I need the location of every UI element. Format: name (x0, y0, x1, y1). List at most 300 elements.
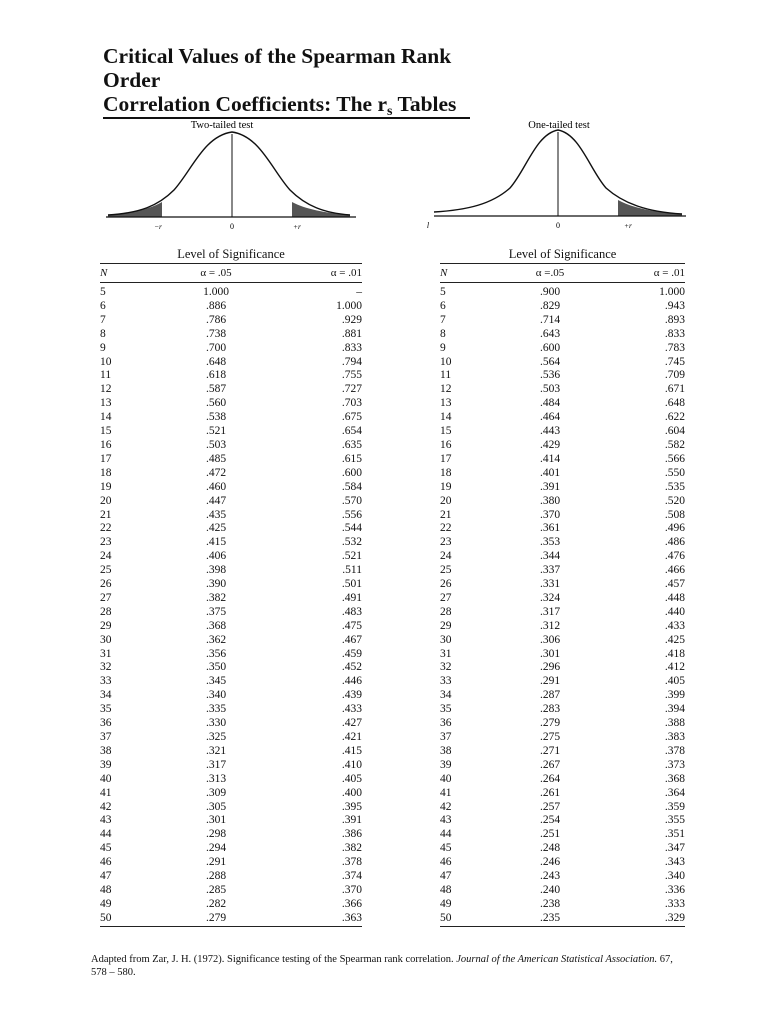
row-alpha-01: 1.000 (336, 299, 362, 312)
table-row (100, 689, 362, 703)
row-alpha-05: .447 (205, 494, 227, 507)
row-alpha-05: .240 (539, 883, 561, 896)
row-alpha-05: .330 (205, 717, 227, 730)
table-row (100, 550, 362, 564)
row-alpha-05: .331 (539, 578, 561, 591)
row-n: 31 (440, 647, 452, 660)
table-row (100, 536, 362, 550)
row-alpha-01: .363 (262, 912, 362, 926)
table-row (440, 745, 685, 759)
row-alpha-05: .415 (205, 536, 227, 549)
row-alpha-01: .582 (664, 438, 685, 451)
row-alpha-01: .439 (341, 689, 362, 702)
table-header-row (100, 264, 362, 283)
neg-crit-label: −r (154, 222, 162, 231)
row-alpha-05: .296 (539, 661, 561, 674)
row-alpha-01: .755 (341, 369, 362, 382)
row-alpha-01: .648 (664, 397, 685, 410)
row-alpha-05: .321 (205, 744, 227, 757)
row-n: 9 (440, 341, 446, 354)
row-n: 30 (100, 633, 112, 646)
table-row (100, 578, 362, 592)
row-alpha-05: .564 (539, 355, 561, 368)
row-alpha-01: .421 (341, 731, 362, 743)
row-n: 32 (440, 661, 452, 674)
row-alpha-05: .362 (205, 633, 227, 646)
row-alpha-01: .654 (341, 425, 362, 438)
row-alpha-01: .386 (341, 828, 362, 841)
row-alpha-01: .425 (664, 633, 685, 646)
row-alpha-05: .283 (539, 703, 561, 716)
row-alpha-05: .246 (539, 856, 561, 869)
table-row (100, 842, 362, 856)
row-alpha-01: .368 (664, 772, 685, 785)
table-row (100, 912, 362, 926)
row-n: 16 (440, 438, 452, 451)
table-row (100, 745, 362, 759)
row-n: 19 (440, 480, 452, 493)
row-alpha-01: .410 (341, 758, 362, 771)
row-alpha-05: .344 (539, 550, 561, 563)
row-alpha-01: .391 (341, 814, 362, 827)
row-alpha-01: – (356, 286, 362, 298)
table-row (100, 369, 362, 383)
row-n: 12 (440, 383, 452, 396)
row-n: 23 (440, 536, 452, 549)
critical-values-table-two-tailed (100, 263, 362, 927)
row-n: 40 (100, 772, 112, 785)
row-alpha-05: .287 (539, 689, 561, 702)
table-row (440, 912, 685, 926)
row-n: 30 (440, 633, 452, 646)
table-row (440, 397, 685, 411)
one-tailed-curve-figure (418, 112, 690, 234)
row-n: 15 (100, 425, 112, 438)
row-n: 46 (440, 856, 452, 869)
row-alpha-05: .324 (539, 591, 561, 604)
row-alpha-01: .440 (664, 605, 685, 618)
row-n: 45 (440, 842, 452, 855)
row-alpha-01: .415 (341, 744, 362, 757)
row-alpha-05: .305 (205, 800, 227, 813)
table-row (100, 509, 362, 523)
table-row (440, 870, 685, 884)
row-alpha-01: .405 (341, 772, 362, 785)
table-row (440, 550, 685, 564)
row-n: 25 (440, 564, 452, 577)
table-row (440, 328, 685, 342)
row-n: 5 (440, 286, 446, 298)
row-alpha-05: .313 (205, 772, 227, 785)
row-alpha-01: .405 (664, 675, 685, 688)
row-n: 21 (440, 508, 452, 521)
table-row (440, 467, 685, 481)
row-alpha-05: .264 (539, 772, 561, 785)
row-alpha-05: .485 (205, 452, 227, 465)
table-body-right (440, 283, 685, 927)
row-alpha-05: .390 (205, 578, 227, 591)
row-alpha-01: .476 (664, 550, 685, 563)
two-tailed-zero-label: 0 (230, 222, 234, 231)
table-row (440, 314, 685, 328)
table-row (100, 717, 362, 731)
row-alpha-01: .521 (341, 550, 362, 563)
table-row (100, 606, 362, 620)
row-n: 27 (100, 591, 112, 604)
row-alpha-05: .238 (539, 897, 561, 910)
table-row (100, 314, 362, 328)
row-n: 10 (100, 355, 112, 368)
table-row (100, 773, 362, 787)
row-alpha-01: .395 (341, 800, 362, 813)
row-alpha-01: .556 (341, 508, 362, 521)
table-row (100, 356, 362, 370)
pos-crit-label-right: +r (624, 221, 632, 230)
row-n: 40 (440, 772, 452, 785)
one-tailed-table (440, 245, 685, 927)
row-alpha-01: .491 (341, 591, 362, 604)
row-n: 15 (440, 425, 452, 438)
row-n: 35 (440, 703, 452, 716)
row-n: 18 (100, 466, 112, 479)
row-alpha-05: .312 (539, 619, 561, 632)
row-alpha-05: .406 (205, 550, 227, 563)
row-alpha-05: .254 (539, 814, 561, 827)
table-row (440, 453, 685, 467)
row-n: 8 (100, 327, 106, 340)
table-row (100, 439, 362, 453)
row-n: 50 (100, 912, 160, 926)
row-alpha-01: .466 (664, 564, 685, 577)
one-tailed-zero-label: 0 (556, 221, 560, 230)
row-alpha-05: .340 (205, 689, 227, 702)
table-row (100, 703, 362, 717)
table-row (440, 842, 685, 856)
two-tailed-label: Two-tailed test (190, 120, 254, 131)
table-row (100, 870, 362, 884)
row-alpha-01: .457 (664, 578, 685, 591)
table-row (440, 578, 685, 592)
row-alpha-01: .475 (341, 619, 362, 632)
row-alpha-05: .335 (205, 703, 227, 716)
row-n: 47 (440, 870, 452, 883)
row-alpha-01: .333 (664, 897, 685, 910)
row-alpha-01: .794 (341, 355, 362, 368)
row-alpha-05: .345 (205, 675, 227, 688)
row-n: 48 (100, 883, 112, 896)
table-row (440, 717, 685, 731)
row-alpha-05: .353 (539, 536, 561, 549)
row-n: 11 (440, 369, 452, 382)
level-of-significance-label: Level of Significance (508, 247, 617, 261)
table-row (440, 439, 685, 453)
row-alpha-01: .615 (341, 452, 362, 465)
table-row (440, 425, 685, 439)
table-row (440, 703, 685, 717)
row-alpha-05: .271 (539, 744, 561, 757)
table-row (440, 634, 685, 648)
table-row (440, 356, 685, 370)
row-alpha-01: .467 (341, 633, 362, 646)
row-alpha-05: .600 (539, 341, 561, 354)
table-row (440, 481, 685, 495)
row-alpha-01: .433 (664, 619, 685, 632)
row-n: 47 (100, 870, 112, 883)
row-n: 34 (440, 689, 452, 702)
row-n: 12 (100, 383, 112, 396)
two-tailed-curve-figure (100, 112, 380, 234)
citation-journal: Journal of the American Statistical Association. (456, 954, 658, 965)
table-row (440, 828, 685, 842)
row-n: 50 (440, 912, 500, 926)
row-alpha-05: .285 (205, 883, 227, 896)
row-n: 26 (440, 578, 452, 591)
table-row (440, 773, 685, 787)
row-alpha-05: .538 (205, 411, 227, 424)
table-row (440, 383, 685, 397)
left-axis-mark: l (426, 221, 430, 230)
row-alpha-01: .745 (664, 355, 685, 368)
row-alpha-05: .301 (539, 647, 561, 660)
row-alpha-01: .486 (664, 536, 685, 549)
row-alpha-01: .671 (664, 383, 685, 396)
row-alpha-05: .288 (205, 870, 227, 883)
row-alpha-01: .418 (664, 647, 685, 660)
row-alpha-05: .738 (205, 327, 227, 340)
row-alpha-01: .566 (664, 452, 685, 465)
row-alpha-05: .298 (205, 828, 227, 841)
row-alpha-01: .433 (341, 703, 362, 716)
table-row (100, 801, 362, 815)
row-alpha-05: .361 (539, 522, 561, 535)
header-n: N (100, 264, 160, 283)
row-n: 37 (100, 731, 112, 743)
row-n: 42 (440, 800, 452, 813)
header-alpha-05: α =.05 (500, 264, 600, 283)
row-n: 13 (100, 397, 112, 410)
row-alpha-01: .378 (664, 744, 685, 757)
row-n: 44 (440, 828, 452, 841)
row-n: 7 (100, 313, 106, 326)
row-alpha-01: .378 (341, 856, 362, 869)
row-n: 24 (440, 550, 452, 563)
table-row (100, 564, 362, 578)
row-alpha-01: .635 (341, 438, 362, 451)
header-alpha-01: α = .01 (262, 264, 362, 283)
row-n: 17 (440, 452, 452, 465)
table-row (100, 300, 362, 314)
row-alpha-05: .829 (539, 299, 561, 312)
table-row (100, 453, 362, 467)
table-row (440, 759, 685, 773)
row-alpha-01: .364 (664, 786, 685, 799)
row-alpha-01: .355 (664, 814, 685, 827)
row-alpha-01: .336 (664, 883, 685, 896)
row-n: 17 (100, 452, 112, 465)
table-row (100, 814, 362, 828)
row-alpha-05: .267 (539, 758, 561, 771)
row-alpha-01: .374 (341, 870, 362, 883)
row-alpha-01: .833 (664, 327, 685, 340)
row-n: 24 (100, 550, 112, 563)
row-alpha-05: .560 (205, 397, 227, 410)
header-alpha-05: α = .05 (160, 264, 262, 283)
row-alpha-05: .435 (205, 508, 227, 521)
row-alpha-05: .460 (205, 480, 227, 493)
table-row (440, 606, 685, 620)
table-row (100, 397, 362, 411)
two-tailed-table (100, 245, 362, 927)
row-n: 39 (440, 758, 452, 771)
row-alpha-01: .400 (341, 786, 362, 799)
table-row (100, 283, 362, 300)
row-alpha-05: .472 (205, 466, 227, 479)
row-alpha-01: .483 (341, 605, 362, 618)
row-alpha-05: .301 (205, 814, 227, 827)
row-alpha-05: .306 (539, 633, 561, 646)
row-n: 39 (100, 758, 112, 771)
row-n: 8 (440, 327, 446, 340)
row-n: 45 (100, 842, 112, 855)
citation-ref: 67, 578 – 580. (91, 954, 673, 978)
row-alpha-05: .309 (205, 786, 227, 799)
table-row (100, 342, 362, 356)
row-alpha-05: .248 (539, 842, 561, 855)
row-alpha-05: .291 (539, 675, 561, 688)
table-header-row (440, 264, 685, 283)
row-alpha-05: .317 (205, 758, 227, 771)
table-row (440, 856, 685, 870)
row-alpha-05: .350 (205, 661, 227, 674)
row-alpha-05: .536 (539, 369, 561, 382)
row-n: 49 (440, 897, 452, 910)
row-alpha-05: 1.000 (203, 286, 229, 298)
row-alpha-05: .398 (205, 564, 227, 577)
row-alpha-05: .375 (205, 605, 227, 618)
table-row (440, 369, 685, 383)
row-n: 33 (100, 675, 112, 688)
table-row (440, 675, 685, 689)
row-alpha-01: .351 (664, 828, 685, 841)
row-n: 19 (100, 480, 112, 493)
row-alpha-01: .343 (664, 856, 685, 869)
table-row (100, 648, 362, 662)
row-alpha-05: .251 (539, 828, 561, 841)
table-row (100, 495, 362, 509)
table-row (440, 495, 685, 509)
two-tailed-bell-curve (108, 132, 350, 215)
row-n: 21 (100, 508, 112, 521)
row-alpha-05: .382 (205, 591, 227, 604)
row-alpha-05: .503 (205, 438, 227, 451)
table-row (440, 283, 685, 300)
row-n: 22 (440, 522, 452, 535)
row-alpha-01: .388 (664, 717, 685, 730)
row-alpha-05: .786 (205, 313, 227, 326)
row-alpha-05: .587 (205, 383, 227, 396)
row-n: 43 (100, 814, 112, 827)
row-alpha-01: .383 (664, 731, 685, 743)
table-row (440, 814, 685, 828)
row-n: 5 (100, 286, 106, 298)
row-n: 16 (100, 438, 112, 451)
row-alpha-05: .317 (539, 605, 561, 618)
row-n: 28 (440, 605, 452, 618)
row-n: 46 (100, 856, 112, 869)
row-n: 6 (440, 299, 446, 312)
row-alpha-01: .394 (664, 703, 685, 716)
row-alpha-01: .427 (341, 717, 362, 730)
table-row (440, 564, 685, 578)
table-row (440, 411, 685, 425)
table-row (440, 898, 685, 912)
table-row (100, 467, 362, 481)
row-n: 23 (100, 536, 112, 549)
row-n: 6 (100, 299, 106, 312)
table-row (440, 787, 685, 801)
row-alpha-01: .340 (664, 870, 685, 883)
row-n: 41 (440, 786, 452, 799)
title-line-1: Critical Values of the Spearman Rank Order (103, 44, 452, 92)
row-alpha-05: .261 (539, 786, 561, 799)
row-n: 44 (100, 828, 112, 841)
row-n: 42 (100, 800, 112, 813)
row-n: 11 (100, 369, 112, 382)
row-alpha-05: .618 (205, 369, 227, 382)
table-row (440, 536, 685, 550)
row-n: 34 (100, 689, 112, 702)
table-row (440, 884, 685, 898)
row-alpha-01: .783 (664, 341, 685, 354)
row-alpha-05: .380 (539, 494, 561, 507)
row-alpha-05: .337 (539, 564, 561, 577)
row-n: 20 (100, 494, 112, 507)
table-row (100, 759, 362, 773)
row-n: 29 (100, 619, 112, 632)
table-row (100, 661, 362, 675)
row-n: 33 (440, 675, 452, 688)
row-n: 25 (100, 564, 112, 577)
row-n: 18 (440, 466, 452, 479)
row-alpha-05: .429 (539, 438, 561, 451)
table-row (440, 689, 685, 703)
row-n: 49 (100, 897, 112, 910)
row-alpha-01: .412 (664, 661, 685, 674)
row-alpha-05: .443 (539, 425, 561, 438)
row-alpha-01: .501 (341, 578, 362, 591)
row-n: 28 (100, 605, 112, 618)
table-row (100, 828, 362, 842)
table-row (100, 481, 362, 495)
row-alpha-01: .508 (664, 508, 685, 521)
table-row (100, 898, 362, 912)
source-citation (91, 953, 691, 979)
row-alpha-05: .886 (205, 299, 227, 312)
row-n: 35 (100, 703, 112, 716)
row-n: 14 (440, 411, 452, 424)
row-alpha-05: .279 (160, 912, 262, 926)
table-row (100, 787, 362, 801)
row-alpha-01: .622 (664, 411, 685, 424)
row-alpha-05: .294 (205, 842, 227, 855)
row-alpha-01: .459 (341, 647, 362, 660)
row-alpha-05: .275 (539, 731, 561, 743)
row-alpha-01: .496 (664, 522, 685, 535)
row-alpha-01: .535 (664, 480, 685, 493)
table-row (440, 522, 685, 536)
row-alpha-01: .600 (341, 466, 362, 479)
row-alpha-01: .703 (341, 397, 362, 410)
